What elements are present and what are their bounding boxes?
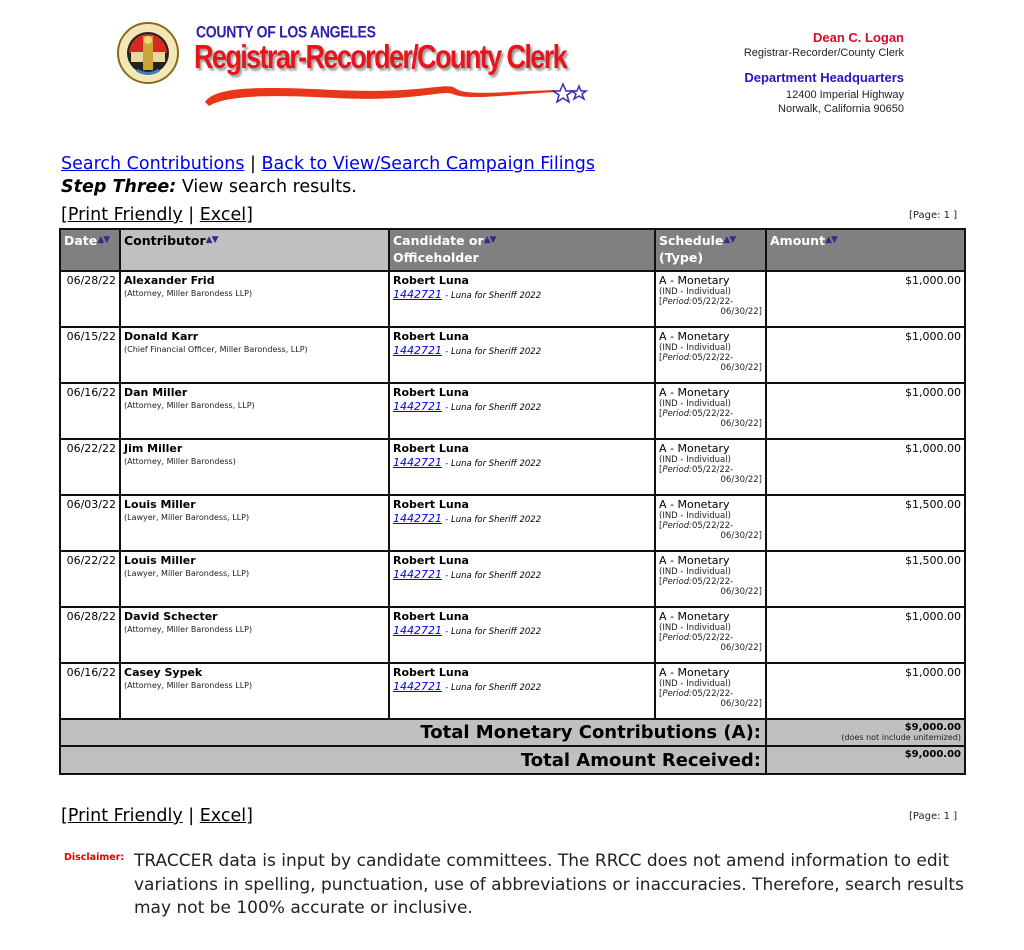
total-monetary-amount: $9,000.00 xyxy=(904,722,961,733)
row-schedule: A - Monetary (IND - Individual) [Period:05/22/22- 06/30/22] xyxy=(655,383,766,439)
row-schedule: A - Monetary (IND - Individual) [Period:05/22/22- 06/30/22] xyxy=(655,607,766,663)
contributor-occupation: (Attorney, Miller Barondess, LLP) xyxy=(124,401,255,410)
committee-name: - Luna for Sheriff 2022 xyxy=(445,571,542,581)
contributor-occupation: (Attorney, Miller Barondess LLP) xyxy=(124,289,253,298)
row-candidate xyxy=(389,663,655,719)
row-contributor xyxy=(120,383,389,439)
table-row xyxy=(60,383,965,439)
department-name: Department Headquarters xyxy=(744,70,904,85)
row-date: 06/22/22 xyxy=(60,551,120,607)
period-end: 06/30/22] xyxy=(720,643,762,653)
table-header-row xyxy=(60,229,965,271)
row-contributor xyxy=(120,495,389,551)
contributor-name: Casey Sypek xyxy=(124,666,203,679)
export-tools-top xyxy=(61,205,253,225)
candidate-name: Robert Luna xyxy=(393,554,469,567)
schedule-type: A - Monetary xyxy=(659,498,730,511)
contributor-type: (IND - Individual) xyxy=(659,287,731,297)
county-seal-logo xyxy=(117,22,179,84)
page-indicator-top: [Page: 1 ] xyxy=(909,210,958,221)
filer-id-link[interactable]: 1442721 xyxy=(393,456,442,469)
period-end: 06/30/22] xyxy=(720,587,762,597)
period-label: Period: xyxy=(662,521,692,531)
contributor-occupation: (Lawyer, Miller Barondess, LLP) xyxy=(124,513,250,522)
total-monetary-label: Total Monetary Contributions (A): xyxy=(60,719,766,746)
total-received-label: Total Amount Received: xyxy=(60,746,766,774)
committee-name: - Luna for Sheriff 2022 xyxy=(445,627,542,637)
page-header xyxy=(0,0,1024,130)
schedule-type: A - Monetary xyxy=(659,330,730,343)
filer-id-link[interactable]: 1442721 xyxy=(393,288,442,301)
row-schedule: A - Monetary (IND - Individual) [Period:05/22/22- 06/30/22] xyxy=(655,439,766,495)
contributor-type: (IND - Individual) xyxy=(659,567,731,577)
table-row xyxy=(60,551,965,607)
contributor-occupation: (Attorney, Miller Barondess LLP) xyxy=(124,681,253,690)
row-amount: $1,000.00 xyxy=(766,439,965,495)
bracket-open: [ xyxy=(61,806,68,826)
row-date: 06/28/22 xyxy=(60,607,120,663)
period-start: 05/22/22- xyxy=(692,577,734,587)
sort-ascending-icon[interactable]: ▲ xyxy=(483,235,490,245)
page-indicator-bottom: [Page: 1 ] xyxy=(909,811,958,822)
bracket-close: ] xyxy=(246,806,253,826)
column-header-schedule[interactable] xyxy=(655,229,766,271)
search-contributions-link[interactable]: Search Contributions xyxy=(61,154,245,174)
table-row xyxy=(60,607,965,663)
row-amount: $1,000.00 xyxy=(766,383,965,439)
filer-id-link[interactable]: 1442721 xyxy=(393,400,442,413)
schedule-type: A - Monetary xyxy=(659,610,730,623)
candidate-name: Robert Luna xyxy=(393,442,469,455)
contributor-type: (IND - Individual) xyxy=(659,623,731,633)
logo-department-text: Registrar-Recorder/County Clerk xyxy=(194,38,567,76)
bracket-close: ] xyxy=(246,205,253,225)
candidate-header-label-1: Candidate or xyxy=(393,233,484,248)
print-friendly-link[interactable]: Print Friendly xyxy=(67,205,183,225)
committee-name: - Luna for Sheriff 2022 xyxy=(445,403,542,413)
total-received-row xyxy=(60,746,965,774)
step-label: Step Three: xyxy=(61,177,177,197)
total-monetary-row xyxy=(60,719,965,746)
amount-header-label: Amount xyxy=(770,233,826,248)
total-received-amount: $9,000.00 xyxy=(904,749,961,760)
row-candidate xyxy=(389,383,655,439)
row-contributor xyxy=(120,327,389,383)
tools-separator: | xyxy=(188,806,195,826)
schedule-header-label-2: (Type) xyxy=(659,250,704,265)
row-date: 06/03/22 xyxy=(60,495,120,551)
row-contributor xyxy=(120,439,389,495)
schedule-header-label-1: Schedule xyxy=(659,233,724,248)
row-date: 06/15/22 xyxy=(60,327,120,383)
contributor-type: (IND - Individual) xyxy=(659,343,731,353)
contributor-occupation: (Attorney, Miller Barondess) xyxy=(124,457,236,466)
table-row xyxy=(60,495,965,551)
period-end: 06/30/22] xyxy=(720,531,762,541)
column-header-contributor[interactable] xyxy=(120,229,389,271)
excel-link[interactable]: Excel xyxy=(199,806,247,826)
period-label: Period: xyxy=(662,689,692,699)
sort-descending-icon[interactable]: ▼ xyxy=(489,235,496,245)
row-amount: $1,500.00 xyxy=(766,551,965,607)
row-schedule: A - Monetary (IND - Individual) [Period:05/22/22- 06/30/22] xyxy=(655,663,766,719)
contributor-name: David Schecter xyxy=(124,610,218,623)
table-row xyxy=(60,271,965,327)
row-candidate xyxy=(389,271,655,327)
nav-separator: | xyxy=(250,154,256,174)
contact-info xyxy=(744,30,904,116)
candidate-name: Robert Luna xyxy=(393,330,469,343)
table-row xyxy=(60,439,965,495)
period-label: Period: xyxy=(662,465,692,475)
contributor-name: Jim Miller xyxy=(124,442,183,455)
committee-name: - Luna for Sheriff 2022 xyxy=(445,291,542,301)
period-start: 05/22/22- xyxy=(692,521,734,531)
step-text: View search results. xyxy=(181,177,357,197)
contributor-type: (IND - Individual) xyxy=(659,455,731,465)
tools-separator: | xyxy=(188,205,195,225)
period-label: Period: xyxy=(662,409,692,419)
contributions-table xyxy=(59,228,966,775)
candidate-name: Robert Luna xyxy=(393,498,469,511)
contributor-header-label: Contributor xyxy=(124,233,206,248)
committee-name: - Luna for Sheriff 2022 xyxy=(445,683,542,693)
period-start: 05/22/22- xyxy=(692,297,734,307)
breadcrumb-nav xyxy=(61,154,595,174)
schedule-type: A - Monetary xyxy=(659,554,730,567)
sort-descending-icon[interactable]: ▼ xyxy=(729,235,736,245)
row-candidate xyxy=(389,439,655,495)
bracket-open: [ xyxy=(61,205,68,225)
row-schedule: A - Monetary (IND - Individual) [Period:05/22/22- 06/30/22] xyxy=(655,271,766,327)
period-label: Period: xyxy=(662,577,692,587)
committee-name: - Luna for Sheriff 2022 xyxy=(445,347,542,357)
row-amount: $1,000.00 xyxy=(766,327,965,383)
period-label: Period: xyxy=(662,633,692,643)
table-row xyxy=(60,663,965,719)
row-amount: $1,000.00 xyxy=(766,271,965,327)
contributor-name: Louis Miller xyxy=(124,498,196,511)
period-end: 06/30/22] xyxy=(720,363,762,373)
table-row xyxy=(60,327,965,383)
contributor-type: (IND - Individual) xyxy=(659,511,731,521)
step-instruction xyxy=(61,177,357,197)
filer-id-link[interactable]: 1442721 xyxy=(393,344,442,357)
total-monetary-note: (does not include unitemized) xyxy=(841,733,961,742)
period-end: 06/30/22] xyxy=(720,699,762,709)
official-name: Dean C. Logan xyxy=(812,30,904,45)
logo-swoosh-stars-icon xyxy=(195,72,595,117)
sort-descending-icon[interactable]: ▼ xyxy=(103,235,110,245)
contributor-occupation: (Chief Financial Officer, Miller Barondess, LLP) xyxy=(124,345,308,354)
candidate-name: Robert Luna xyxy=(393,386,469,399)
address-line-2: Norwalk, California 90650 xyxy=(778,103,904,115)
logo-county-text: COUNTY OF LOS ANGELES xyxy=(196,22,376,42)
column-header-amount[interactable] xyxy=(766,229,965,271)
back-to-filings-link[interactable]: Back to View/Search Campaign Filings xyxy=(261,154,595,174)
row-amount: $1,000.00 xyxy=(766,663,965,719)
committee-name: - Luna for Sheriff 2022 xyxy=(445,515,542,525)
row-contributor xyxy=(120,607,389,663)
period-start: 05/22/22- xyxy=(692,633,734,643)
contributor-name: Donald Karr xyxy=(124,330,199,343)
row-amount: $1,500.00 xyxy=(766,495,965,551)
contributor-name: Louis Miller xyxy=(124,554,196,567)
schedule-type: A - Monetary xyxy=(659,666,730,679)
candidate-name: Robert Luna xyxy=(393,610,469,623)
period-end: 06/30/22] xyxy=(720,307,762,317)
row-contributor xyxy=(120,551,389,607)
period-end: 06/30/22] xyxy=(720,419,762,429)
filer-id-link[interactable]: 1442721 xyxy=(393,680,442,693)
column-header-candidate[interactable] xyxy=(389,229,655,271)
excel-link[interactable]: Excel xyxy=(199,205,247,225)
export-tools-bottom xyxy=(61,806,253,826)
filer-id-link[interactable]: 1442721 xyxy=(393,624,442,637)
official-title: Registrar-Recorder/County Clerk xyxy=(743,47,904,59)
contributor-name: Alexander Frid xyxy=(124,274,215,287)
sort-ascending-icon[interactable]: ▲ xyxy=(97,235,104,245)
row-contributor xyxy=(120,663,389,719)
row-candidate xyxy=(389,607,655,663)
date-header-label: Date xyxy=(64,233,98,248)
row-candidate xyxy=(389,327,655,383)
sort-ascending-icon[interactable]: ▲ xyxy=(825,235,831,245)
candidate-name: Robert Luna xyxy=(393,666,469,679)
candidate-header-label-2: Officeholder xyxy=(393,250,479,265)
contributor-occupation: (Lawyer, Miller Barondess, LLP) xyxy=(124,569,250,578)
schedule-type: A - Monetary xyxy=(659,274,730,287)
contributor-name: Dan Miller xyxy=(124,386,188,399)
period-end: 06/30/22] xyxy=(720,475,762,485)
total-received-cell xyxy=(766,746,965,774)
schedule-type: A - Monetary xyxy=(659,442,730,455)
sort-descending-icon[interactable]: ▼ xyxy=(211,235,218,245)
row-schedule: A - Monetary (IND - Individual) [Period:05/22/22- 06/30/22] xyxy=(655,495,766,551)
row-date: 06/22/22 xyxy=(60,439,120,495)
period-start: 05/22/22- xyxy=(692,689,734,699)
print-friendly-link[interactable]: Print Friendly xyxy=(67,806,183,826)
schedule-type: A - Monetary xyxy=(659,386,730,399)
committee-name: - Luna for Sheriff 2022 xyxy=(445,459,542,469)
contributor-occupation: (Attorney, Miller Barondess LLP) xyxy=(124,625,253,634)
total-monetary-cell xyxy=(766,719,965,746)
contributor-type: (IND - Individual) xyxy=(659,399,731,409)
row-candidate xyxy=(389,551,655,607)
row-schedule: A - Monetary (IND - Individual) [Period:05/22/22- 06/30/22] xyxy=(655,551,766,607)
row-date: 06/16/22 xyxy=(60,383,120,439)
row-date: 06/28/22 xyxy=(60,271,120,327)
row-contributor xyxy=(120,271,389,327)
row-candidate xyxy=(389,495,655,551)
row-schedule: A - Monetary (IND - Individual) [Period:05/22/22- 06/30/22] xyxy=(655,327,766,383)
row-date: 06/16/22 xyxy=(60,663,120,719)
filer-id-link[interactable]: 1442721 xyxy=(393,512,442,525)
column-header-date[interactable] xyxy=(60,229,120,271)
disclaimer-text: TRACCER data is input by candidate committees. The RRCC does not amend information to edit variations in spelling, punctuation, use of abbreviations or inaccuracies. Therefore, search results may not be 100% accurate or inclusive. xyxy=(134,851,964,918)
contributor-type: (IND - Individual) xyxy=(659,679,731,689)
period-label: Period: xyxy=(662,297,692,307)
period-start: 05/22/22- xyxy=(692,409,734,419)
candidate-name: Robert Luna xyxy=(393,274,469,287)
filer-id-link[interactable]: 1442721 xyxy=(393,568,442,581)
period-start: 05/22/22- xyxy=(692,353,734,363)
sort-ascending-icon[interactable]: ▲ xyxy=(723,235,730,245)
row-amount: $1,000.00 xyxy=(766,607,965,663)
sort-ascending-icon[interactable]: ▲ xyxy=(205,235,212,245)
period-start: 05/22/22- xyxy=(692,465,734,475)
disclaimer-label: Disclaimer: xyxy=(64,852,125,863)
address-line-1: 12400 Imperial Highway xyxy=(785,89,904,101)
period-label: Period: xyxy=(662,353,692,363)
sort-descending-icon[interactable]: ▼ xyxy=(830,235,837,245)
